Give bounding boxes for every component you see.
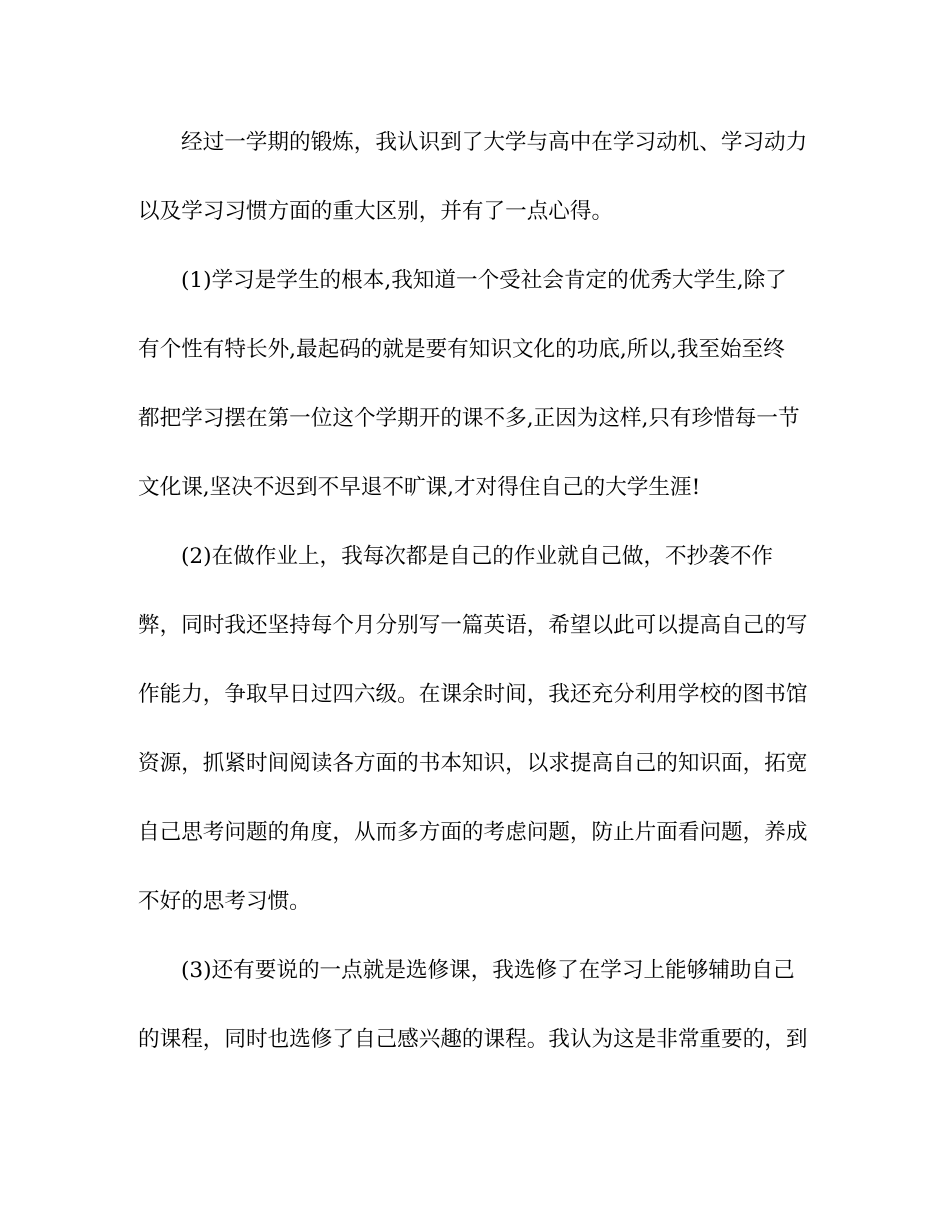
text-line: 以及学习习惯方面的重大区别，并有了一点心得。	[138, 199, 614, 224]
paragraph-point-2	[138, 538, 818, 952]
text-line: 作能力，争取早日过四六级。在课余时间，我还充分利用学校的图书馆	[138, 682, 808, 707]
text-line: 经过一学期的锻炼，我认识到了大学与高中在学习动机、学习动力	[181, 130, 808, 155]
text-line: 弊，同时我还坚持每个月分别写一篇英语，希望以此可以提高自己的写	[138, 613, 808, 638]
text-line: 文化课,坚决不迟到不早退不旷课,才对得住自己的大学生涯!	[138, 475, 701, 500]
text-line: 资源，抓紧时间阅读各方面的书本知识，以求提高自己的知识面，拓宽	[138, 751, 808, 776]
text-line: 有个性有特长外,最起码的就是要有知识文化的功底,所以,我至始至终	[138, 337, 785, 362]
text-line: (3)还有要说的一点就是选修课，我选修了在学习上能够辅助自己	[181, 958, 795, 983]
text-line: 都把学习摆在第一位这个学期开的课不多,正因为这样,只有珍惜每一节	[138, 406, 800, 431]
text-line: (2)在做作业上，我每次都是自己的作业就自己做，不抄袭不作	[181, 544, 774, 569]
text-line: 自己思考问题的角度，从而多方面的考虑问题，防止片面看问题，养成	[138, 820, 808, 845]
text-line: 不好的思考习惯。	[138, 889, 311, 914]
paragraph-intro	[138, 124, 818, 262]
paragraph-point-3	[138, 952, 818, 1090]
paragraph-point-1	[138, 262, 818, 538]
text-line: 的课程，同时也选修了自己感兴趣的课程。我认为这是非常重要的，到	[138, 1027, 808, 1052]
document-page	[138, 124, 818, 1090]
text-line: (1)学习是学生的根本,我知道一个受社会肯定的优秀大学生,除了	[181, 268, 787, 293]
